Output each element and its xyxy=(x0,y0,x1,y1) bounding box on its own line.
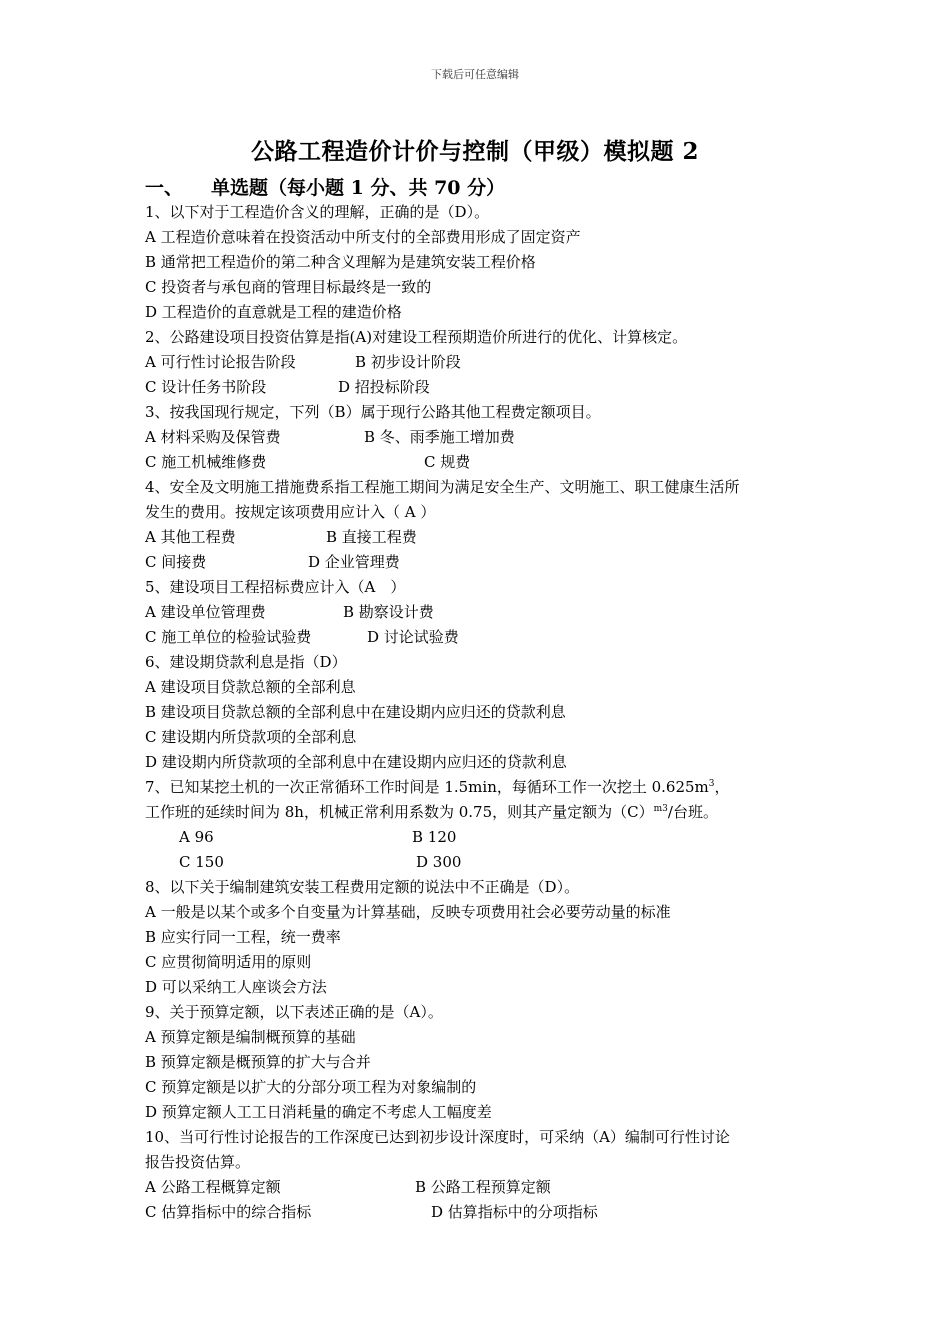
question-list xyxy=(145,200,825,1225)
question-7-stem-1-text: 7、已知某挖土机的一次正常循环工作时间是 1.5min，每循环工作一次挖土 0.625m xyxy=(145,778,709,796)
question-10-option-d: D 估算指标中的分项指标 xyxy=(431,1203,598,1221)
question-4-option-a: A 其他工程费 xyxy=(145,528,236,546)
question-9-option-b: B 预算定额是概预算的扩大与合并 xyxy=(145,1053,371,1071)
question-8-option-b: B 应实行同一工程，统一费率 xyxy=(145,928,341,946)
question-1-option-c: C 投资者与承包商的管理目标最终是一致的 xyxy=(145,278,432,296)
question-1-stem: 1、以下对于工程造价含义的理解，正确的是（D）。 xyxy=(145,203,490,221)
question-4-option-b: B 直接工程费 xyxy=(326,528,417,546)
question-2-option-b: B 初步设计阶段 xyxy=(355,353,461,371)
question-2-option-d: D 招投标阶段 xyxy=(338,378,430,396)
question-4-row-2 xyxy=(145,550,825,575)
question-3-row-1 xyxy=(145,425,825,450)
question-4-stem-line-1: 4、安全及文明施工措施费系指工程施工期间为满足安全生产、文明施工、职工健康生活所 xyxy=(145,478,740,496)
question-10-option-c: C 估算指标中的综合指标 xyxy=(145,1203,312,1221)
question-7-stem-1-superscript: 3 xyxy=(708,779,715,789)
question-10-stem-line-2: 报告投资估算。 xyxy=(145,1153,251,1171)
question-7-stem-2-superscript: m3 xyxy=(653,804,668,814)
document-title: 公路工程造价计价与控制（甲级）模拟题 2 xyxy=(250,138,699,165)
question-7-row-1 xyxy=(145,825,825,850)
question-10-option-b: B 公路工程预算定额 xyxy=(415,1178,551,1196)
question-3-stem: 3、按我国现行规定，下列（B）属于现行公路其他工程费定额项目。 xyxy=(145,403,601,421)
section-label: 单选题（每小题 1 分、共 70 分） xyxy=(211,177,506,199)
question-7-stem-1-tail: ， xyxy=(714,778,730,796)
question-4-option-d: D 企业管理费 xyxy=(308,553,400,571)
question-5-option-d: D 讨论试验费 xyxy=(367,628,459,646)
question-10-option-a: A 公路工程概算定额 xyxy=(145,1178,281,1196)
question-2-option-a: A 可行性讨论报告阶段 xyxy=(145,353,296,371)
question-7-stem-2-tail: /台班。 xyxy=(667,803,718,821)
question-8-option-c: C 应贯彻简明适用的原则 xyxy=(145,953,312,971)
question-10-stem-line-1: 10、当可行性讨论报告的工作深度已达到初步设计深度时，可采纳（A）编制可行性讨论 xyxy=(145,1128,730,1146)
question-7-row-2 xyxy=(145,850,825,875)
question-5-stem: 5、建设项目工程招标费应计入（A ） xyxy=(145,578,406,596)
question-1-option-d: D 工程造价的直意就是工程的建造价格 xyxy=(145,303,402,321)
question-3-row-2 xyxy=(145,450,825,475)
question-7-option-d: D 300 xyxy=(416,853,462,871)
question-10-row-2 xyxy=(145,1200,825,1225)
question-3-option-a: A 材料采购及保管费 xyxy=(145,428,281,446)
question-9-option-d: D 预算定额人工工日消耗量的确定不考虑人工幅度差 xyxy=(145,1103,492,1121)
question-6-stem: 6、建设期贷款利息是指（D） xyxy=(145,653,347,671)
question-2-option-c: C 设计任务书阶段 xyxy=(145,378,267,396)
question-8-option-d: D 可以采纳工人座谈会方法 xyxy=(145,978,327,996)
question-7-option-c: C 150 xyxy=(179,853,224,871)
question-9-option-a: A 预算定额是编制概预算的基础 xyxy=(145,1028,356,1046)
question-3-option-d: C 规费 xyxy=(424,453,471,471)
question-7-stem-2-text: 工作班的延续时间为 8h，机械正常利用系数为 0.75，则其产量定额为（C） xyxy=(145,803,654,821)
question-4-stem-line-2: 发生的费用。按规定该项费用应计入（ A ） xyxy=(145,503,436,521)
section-number: 一、 xyxy=(145,177,184,199)
question-9-option-c: C 预算定额是以扩大的分部分项工程为对象编制的 xyxy=(145,1078,477,1096)
question-10-row-1 xyxy=(145,1175,825,1200)
question-3-option-b: B 冬、雨季施工增加费 xyxy=(364,428,515,446)
question-4-option-c: C 间接费 xyxy=(145,553,207,571)
question-2-stem: 2、公路建设项目投资估算是指(A)对建设工程预期造价所进行的优化、计算核定。 xyxy=(145,328,688,346)
question-5-row-1 xyxy=(145,600,825,625)
question-7-option-b: B 120 xyxy=(412,828,457,846)
header-note: 下载后可任意编辑 xyxy=(431,68,519,81)
question-9-stem: 9、关于预算定额，以下表述正确的是（A）。 xyxy=(145,1003,443,1021)
question-6-option-b: B 建设项目贷款总额的全部利息中在建设期内应归还的贷款利息 xyxy=(145,703,566,721)
question-6-option-a: A 建设项目贷款总额的全部利息 xyxy=(145,678,356,696)
section-heading xyxy=(145,173,505,200)
question-5-option-c: C 施工单位的检验试验费 xyxy=(145,628,312,646)
question-5-option-a: A 建设单位管理费 xyxy=(145,603,266,621)
question-8-option-a: A 一般是以某个或多个自变量为计算基础，反映专项费用社会必要劳动量的标准 xyxy=(145,903,671,921)
question-1-option-b: B 通常把工程造价的第二种含义理解为是建筑安装工程价格 xyxy=(145,253,536,271)
question-7-stem-line-1 xyxy=(145,775,825,800)
question-2-row-1 xyxy=(145,350,825,375)
question-6-option-d: D 建设期内所贷款项的全部利息中在建设期内应归还的贷款利息 xyxy=(145,753,567,771)
question-5-option-b: B 勘察设计费 xyxy=(343,603,434,621)
question-7-stem-line-2 xyxy=(145,800,825,825)
question-7-option-a: A 96 xyxy=(179,828,214,846)
question-5-row-2 xyxy=(145,625,825,650)
question-2-row-2 xyxy=(145,375,825,400)
question-3-option-c: C 施工机械维修费 xyxy=(145,453,267,471)
question-8-stem: 8、以下关于编制建筑安装工程费用定额的说法中不正确是（D）。 xyxy=(145,878,580,896)
question-4-row-1 xyxy=(145,525,825,550)
question-6-option-c: C 建设期内所贷款项的全部利息 xyxy=(145,728,357,746)
question-1-option-a: A 工程造价意味着在投资活动中所支付的全部费用形成了固定资产 xyxy=(145,228,581,246)
